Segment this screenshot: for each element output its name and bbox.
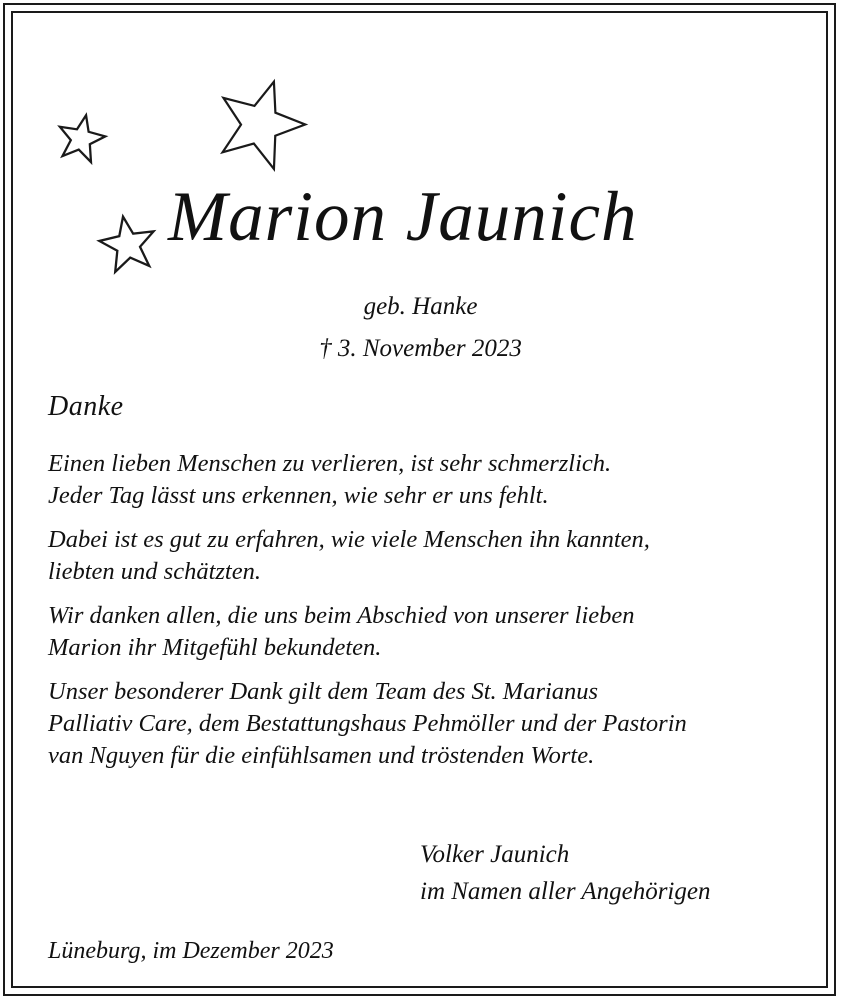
- star-icon: [54, 112, 108, 166]
- signatory-name: Volker Jaunich: [420, 841, 570, 868]
- death-date: † 3. November 2023: [319, 335, 522, 362]
- thanks-text: [48, 448, 828, 784]
- star-icon: [96, 212, 160, 278]
- text-line: Palliativ Care, dem Bestattungshaus Pehmöller und der Pastorin: [48, 710, 687, 737]
- signatory-role: im Namen aller Angehörigen: [420, 878, 711, 905]
- place-and-date: Lüneburg, im Dezember 2023: [48, 938, 334, 964]
- paragraph: [48, 600, 828, 664]
- paragraph: [48, 676, 828, 772]
- maiden-name: geb. Hanke: [363, 293, 478, 320]
- text-line: Wir danken allen, die uns beim Abschied von unserer lieben: [48, 602, 635, 629]
- text-line: Dabei ist es gut zu erfahren, wie viele Menschen ihn kannten,: [48, 526, 650, 553]
- paragraph: [48, 524, 828, 588]
- text-line: Einen lieben Menschen zu verlieren, ist sehr schmerzlich.: [48, 450, 612, 477]
- text-line: Jeder Tag lässt uns erkennen, wie sehr er uns fehlt.: [48, 482, 549, 509]
- text-line: liebten und schätzten.: [48, 558, 261, 585]
- text-line: van Nguyen für die einfühlsamen und tröstenden Worte.: [48, 742, 595, 769]
- text-line: Marion ihr Mitgefühl bekundeten.: [48, 634, 382, 661]
- paragraph: [48, 448, 828, 512]
- signature: [420, 836, 710, 910]
- star-icon: [210, 72, 310, 177]
- text-line: Unser besonderer Dank gilt dem Team des St. Marianus: [48, 678, 599, 705]
- deceased-name: Marion Jaunich: [168, 178, 638, 256]
- thanks-heading: Danke: [48, 391, 124, 422]
